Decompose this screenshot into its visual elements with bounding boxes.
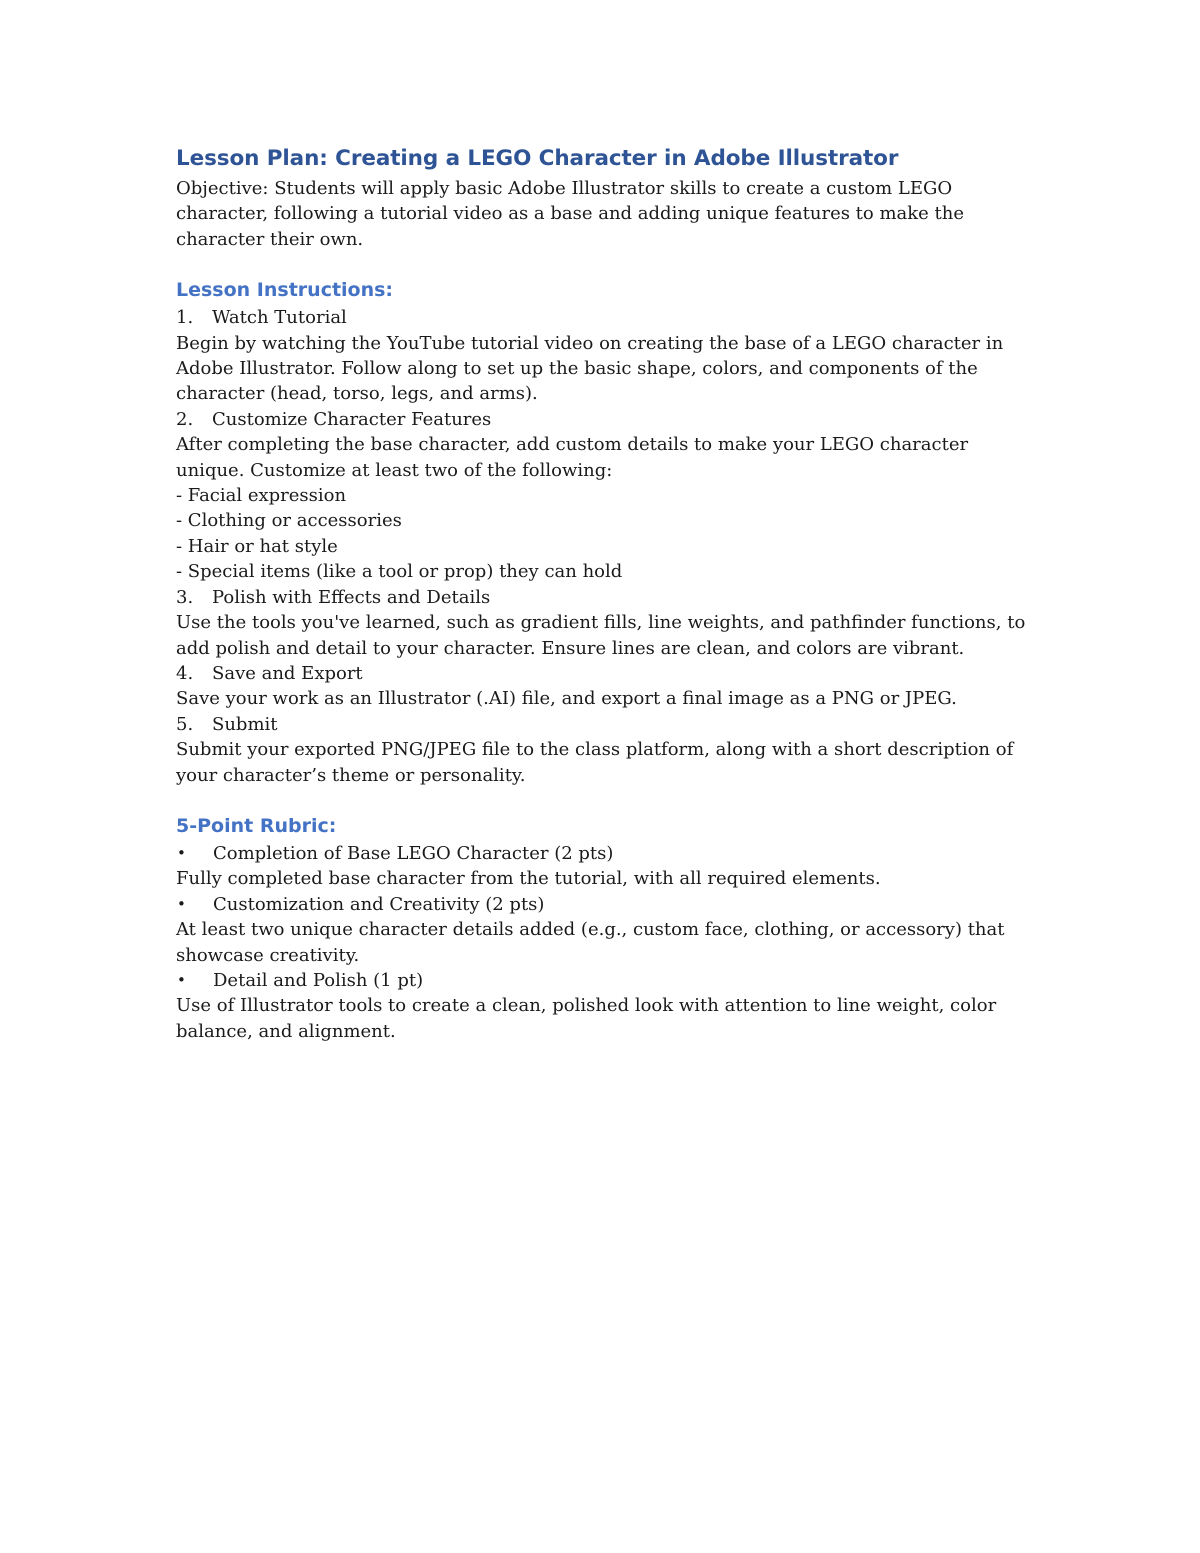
step-label: Submit [212,713,278,735]
criterion-label: Customization and Creativity (2 pts) [213,893,545,915]
instructions-heading: Lesson Instructions: [176,279,394,302]
step-description: Use the tools you've learned, such as gradient fills, line weights, and pathfinder functions, to add polish and detail to your character. Ensure lines are clean, and colors are vibrant. [176,612,1026,659]
rubric-criterion-1 [176,841,1036,892]
objective-paragraph: Objective: Students will apply basic Adobe Illustrator skills to create a custom LEGO character, following a tutorial video as a base and adding unique features to make the character their own. [176,178,965,250]
step-label: Watch Tutorial [212,307,347,329]
step-number: 4. [176,662,194,684]
criterion-label: Detail and Polish (1 pt) [213,969,424,991]
criterion-label: Completion of Base LEGO Character (2 pts) [213,842,614,864]
criterion-description: Use of Illustrator tools to create a clean, polished look with attention to line weight, color balance, and alignment. [176,995,997,1042]
step-description: After completing the base character, add custom details to make your LEGO character unique. Customize at least two of the following: [176,434,969,481]
step-number: 1. [176,307,194,329]
step-label: Customize Character Features [212,408,492,430]
step-number: 5. [176,713,194,735]
customization-option: - Hair or hat style [176,535,338,557]
step-description: Submit your exported PNG/JPEG file to the class platform, along with a short description of your character’s theme or personality. [176,739,1014,786]
instruction-step-3 [176,585,1036,661]
customization-option: - Facial expression [176,485,347,507]
step-description: Save your work as an Illustrator (.AI) file, and export a final image as a PNG or JPEG. [176,688,957,710]
customization-option: - Special items (like a tool or prop) they can hold [176,561,623,583]
instruction-step-1 [176,305,1036,407]
bullet-icon: • [177,843,186,862]
step-label: Polish with Effects and Details [212,586,491,608]
step-description: Begin by watching the YouTube tutorial video on creating the base of a LEGO character in Adobe Illustrator. Follow along to set up the basic shape, colors, and components of the character (head, torso, legs, and arms). [176,332,1004,405]
rubric-criterion-2 [176,892,1036,968]
criterion-description: Fully completed base character from the tutorial, with all required elements. [176,868,881,890]
instruction-step-2 [176,407,1036,585]
step-number: 3. [176,586,194,608]
document-title: Lesson Plan: Creating a LEGO Character in Adobe Illustrator [176,146,899,171]
step-label: Save and Export [212,662,363,684]
instruction-step-4 [176,661,1036,712]
customization-option: - Clothing or accessories [176,510,402,532]
criterion-description: At least two unique character details added (e.g., custom face, clothing, or accessory) that showcase creativity. [176,919,1005,966]
bullet-icon: • [177,894,186,913]
rubric-heading: 5-Point Rubric: [176,814,337,837]
instruction-step-5 [176,712,1036,788]
bullet-icon: • [177,970,186,989]
step-number: 2. [176,408,194,430]
document-page [176,142,1036,1044]
rubric-criterion-3 [176,968,1036,1044]
